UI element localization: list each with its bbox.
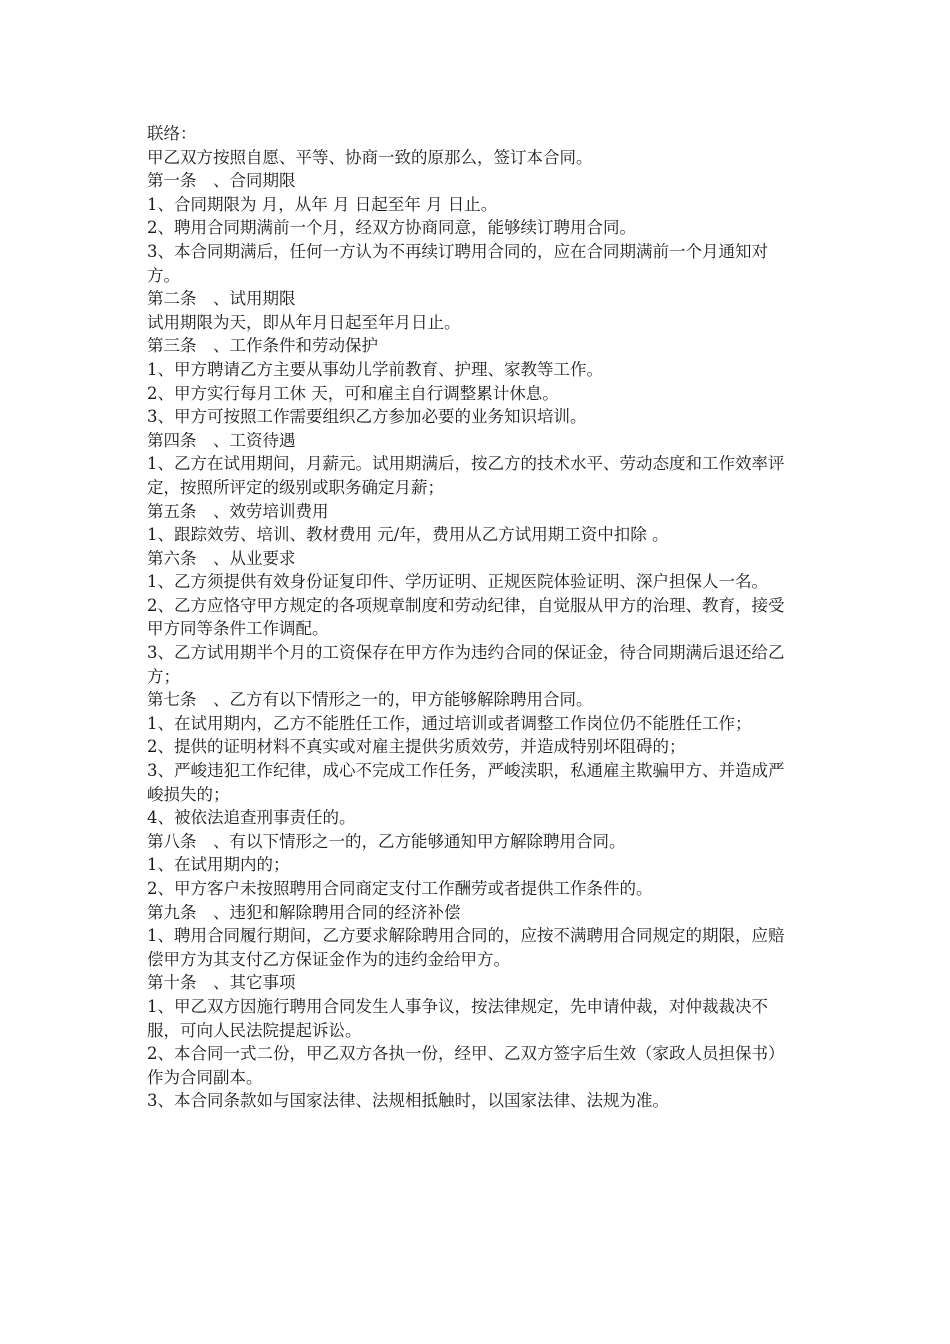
article-3-heading: 第三条 、工作条件和劳动保护: [147, 336, 378, 356]
article-7-item-2: 2、提供的证明材料不真实或对雇主提供劣质效劳，并造成特别坏阻碍的；: [147, 737, 686, 757]
article-10-item-2: 2、本合同一式二份，甲乙双方各执一份，经甲、乙双方签字后生效（家政人员担保书）作为合同副本。: [147, 1044, 785, 1087]
article-1-item-3: 3、本合同期满后，任何一方认为不再续订聘用合同的，应在合同期满前一个月通知对方。: [147, 241, 768, 285]
article-7-item-3: 3、严峻违犯工作纪律，成心不完成工作任务，严峻渎职，私通雇主欺骗甲方、并造成严峻损失的；: [147, 761, 785, 804]
article-4-heading: 第四条 、工资待遇: [147, 430, 296, 450]
article-4-item-1: 1、乙方在试用期间，月薪元。试用期满后，按乙方的技术水平、劳动态度和工作效率评定，按照所评定的级别或职务确定月薪；: [147, 454, 785, 497]
article-6-heading: 第六条 、从业要求: [147, 548, 296, 568]
article-5-heading: 第五条 、效劳培训费用: [147, 501, 329, 521]
contract-body: [147, 122, 795, 1113]
article-10-item-3: 3、本合同条款如与国家法律、法规相抵触时，以国家法律、法规为准。: [147, 1091, 669, 1111]
article-9-heading: 第九条 、违犯和解除聘用合同的经济补偿: [147, 902, 461, 922]
article-3-item-3: 3、甲方可按照工作需要组织乙方参加必要的业务知识培训。: [147, 407, 587, 427]
article-3-item-1: 1、甲方聘请乙方主要从事幼儿学前教育、护理、家教等工作。: [147, 359, 603, 379]
article-7-item-1: 1、在试用期内，乙方不能胜任工作，通过培训或者调整工作岗位仍不能胜任工作；: [147, 713, 752, 733]
article-3-item-2: 2、甲方实行每月工休 天，可和雇主自行调整累计休息。: [147, 383, 559, 403]
article-7-item-4: 4、被依法追查刑事责任的。: [147, 808, 356, 828]
article-8-item-2: 2、甲方客户未按照聘用合同商定支付工作酬劳或者提供工作条件的。: [147, 879, 653, 898]
article-6-item-3: 3、乙方试用期半个月的工资保存在甲方作为违约合同的保证金，待合同期满后退还给乙方；: [147, 643, 785, 686]
article-8-heading: 第八条 、有以下情形之一的，乙方能够通知甲方解除聘用合同。: [147, 831, 626, 851]
article-2-heading: 第二条 、试用期限: [147, 289, 296, 309]
preamble: 甲乙双方按照自愿、平等、协商一致的原那么，签订本合同。: [147, 147, 593, 167]
article-5-item-1: 1、跟踪效劳、培训、教材费用 元/年，费用从乙方试用期工资中扣除 。: [147, 525, 669, 545]
article-1-heading: 第一条 、合同期限: [147, 171, 296, 191]
article-10-item-1: 1、甲乙双方因施行聘用合同发生人事争议，按法律规定，先申请仲裁，对仲裁裁决不服，可向人民法院提起诉讼。: [147, 996, 768, 1040]
article-9-item-1: 1、聘用合同履行期间，乙方要求解除聘用合同的，应按不满聘用合同规定的期限，应赔偿甲方为其支付乙方保证金作为的违约金给甲方。: [147, 926, 785, 969]
article-6-item-2: 2、乙方应恪守甲方规定的各项规章制度和劳动纪律，自觉服从甲方的治理、教育，接受甲方同等条件工作调配。: [147, 595, 785, 639]
contact-line: 联络：: [147, 124, 197, 143]
article-10-heading: 第十条 、其它事项: [147, 973, 296, 993]
article-1-item-1: 1、合同期限为 月，从年 月 日起至年 月 日止。: [147, 194, 498, 214]
article-8-item-1: 1、在试用期内的；: [147, 855, 290, 875]
article-6-item-1: 1、乙方须提供有效身份证复印件、学历证明、正规医院体验证明、深户担保人一名。: [147, 572, 768, 592]
article-2-body: 试用期限为天，即从年月日起至年月日止。: [147, 312, 461, 332]
article-1-item-2: 2、聘用合同期满前一个月，经双方协商同意，能够续订聘用合同。: [147, 218, 636, 238]
article-7-heading: 第七条 、乙方有以下情形之一的，甲方能够解除聘用合同。: [147, 690, 593, 710]
